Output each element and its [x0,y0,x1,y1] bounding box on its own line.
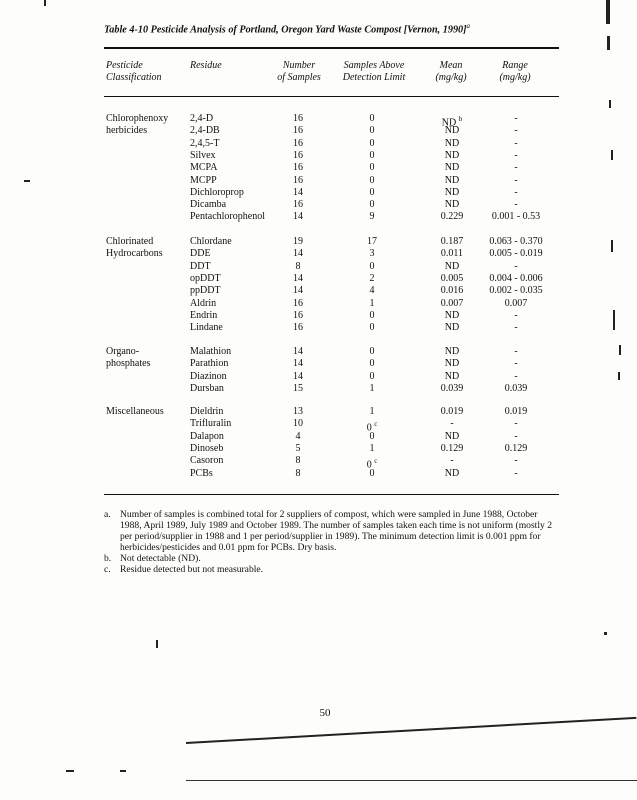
sample-count-cell: 14 [293,358,303,370]
scan-speck [607,36,610,50]
detection-count-cell: 17 [367,236,377,247]
sample-count-cell: 19 [293,236,303,247]
mean-cell: ND [444,467,460,479]
mean-cell: - [450,418,454,430]
sample-count-cell: 16 [293,322,303,334]
mean-cell: ND [444,260,460,272]
residue-cell: Endrin [190,309,218,321]
classification-label: Chlorophenoxy herbicides [106,113,169,136]
residue-cell: Diazinon [190,370,227,382]
residue-cell: Casoron [190,455,224,467]
classification-label: Chlorinated Hydrocarbons [106,236,163,259]
range-cell: - [514,137,518,149]
header-range: Range (mg/kg) [499,60,531,83]
range-cell: 0.129 [504,442,528,454]
detection-count-cell: 2 [369,272,375,284]
residue-cell: Dieldrin [190,406,224,417]
detection-count-cell: 0 [369,125,375,137]
scan-speck [618,372,620,380]
mean-cell: ND [444,125,460,137]
header-number-of-samples: Number of Samples [277,60,321,83]
residue-cell: MCPA [190,162,218,174]
mean-cell: ND [444,358,460,370]
residue-cell: Trifluralin [190,418,232,430]
detection-count-cell: 0 $^c$ [366,420,378,434]
range-cell: - [514,125,518,137]
mean-cell: 0.011 [440,248,464,260]
sample-count-cell: 14 [293,370,303,382]
scan-speck [156,640,158,648]
range-cell: 0.002 - 0.035 [489,285,543,297]
mean-cell: ND [444,149,460,161]
mean-cell: - [450,455,454,467]
detection-count-cell: 0 [369,149,375,161]
scan-edge-line [186,780,637,781]
residue-cell: Pentachlorophenol [190,211,265,223]
detection-count-cell: 1 [369,297,375,309]
sample-count-cell: 8 [295,455,301,467]
mean-cell: ND [444,322,460,334]
detection-count-cell: 1 [369,382,375,394]
residue-cell: Lindane [190,322,223,334]
table-top-rule [104,47,559,49]
range-cell: 0.063 - 0.370 [489,236,543,247]
detection-count-cell: 0 [369,430,375,442]
range-cell: - [514,113,518,124]
mean-cell: 0.187 [440,236,464,247]
range-cell: - [514,199,518,211]
classification-label: Miscellaneous [106,406,164,417]
range-cell: - [514,260,518,272]
range-cell: - [514,358,518,370]
sample-count-cell: 16 [293,199,303,211]
sample-count-cell: 4 [295,430,301,442]
detection-count-cell: 0 [369,113,375,124]
range-cell: - [514,418,518,430]
range-cell: 0.019 [504,406,528,417]
sample-count-cell: 16 [293,137,303,149]
range-cell: - [514,467,518,479]
sample-count-cell: 10 [293,418,303,430]
mean-cell: 0.229 [440,211,464,223]
detection-count-cell: 3 [369,248,375,260]
footnote-c: c. Residue detected but not measurable. [104,564,264,575]
residue-cell: DDE [190,248,211,260]
range-cell: - [514,174,518,186]
mean-cell: 0.019 [440,406,464,417]
range-cell: 0.004 - 0.006 [489,272,543,284]
residue-cell: 2,4-D [190,113,214,124]
scan-speck [611,240,613,252]
sample-count-cell: 5 [295,442,301,454]
sample-count-cell: 16 [293,113,303,124]
detection-count-cell: 1 [369,442,375,454]
detection-count-cell: 0 [369,186,375,198]
detection-count-cell: 0 [369,346,375,357]
residue-cell: Dinoseb [190,442,224,454]
sample-count-cell: 8 [295,467,301,479]
residue-cell: Chlordane [190,236,232,247]
detection-count-cell: 1 [369,406,375,417]
scan-speck [606,0,610,24]
mean-cell: ND [444,370,460,382]
mean-cell: ND [444,186,460,198]
range-cell: - [514,309,518,321]
footnote-mark: c [374,420,378,429]
sample-count-cell: 16 [293,149,303,161]
residue-cell: 2,4,5-T [190,137,220,149]
residue-cell: ppDDT [190,285,221,297]
mean-cell: ND [444,346,460,357]
detection-count-cell: 4 [369,285,375,297]
detection-count-cell: 0 [369,370,375,382]
residue-cell: PCBs [190,467,213,479]
classification-label: Organo- phosphates [106,346,151,369]
footnote-b: b. Not detectable (ND). [104,553,201,564]
sample-count-cell: 14 [293,346,303,357]
detection-count-cell: 0 [369,309,375,321]
residue-cell: Parathion [190,358,229,370]
scan-speck [611,150,613,160]
residue-cell: Dursban [190,382,224,394]
mean-cell: 0.129 [440,442,464,454]
range-cell: - [514,370,518,382]
header-bottom-rule [104,96,559,97]
detection-count-cell: 0 [369,174,375,186]
scan-speck [24,180,30,182]
residue-cell: opDDT [190,272,221,284]
mean-cell: 0.005 [440,272,464,284]
range-cell: - [514,162,518,174]
scan-speck [66,770,74,772]
residue-cell: Dicamba [190,199,227,211]
footnote-mark: c [374,457,378,466]
sample-count-cell: 16 [293,297,303,309]
range-cell: 0.001 - 0.53 [491,211,541,223]
table-bottom-rule [104,494,559,495]
detection-count-cell: 9 [369,211,375,223]
range-cell: - [514,430,518,442]
scan-speck [619,345,621,355]
sample-count-cell: 14 [293,211,303,223]
range-cell: 0.039 [504,382,528,394]
detection-count-cell: 0 [369,162,375,174]
sample-count-cell: 14 [293,285,303,297]
residue-cell: Malathion [190,346,232,357]
mean-cell: 0.039 [440,382,464,394]
sample-count-cell: 16 [293,162,303,174]
residue-cell: Dalapon [190,430,224,442]
sample-count-cell: 16 [293,125,303,137]
mean-cell: ND [444,199,460,211]
table-title-text: Table 4-10 Pesticide Analysis of Portland, Oregon Yard Waste Compost [Vernon, 1990] [104,24,467,36]
scan-speck [44,0,46,6]
mean-cell: ND [444,162,460,174]
residue-cell: Silvex [190,149,216,161]
range-cell: - [514,186,518,198]
mean-cell: ND [444,309,460,321]
range-cell: - [514,346,518,357]
range-cell: - [514,455,518,467]
header-residue: Residue [190,60,222,71]
scan-speck [120,770,126,772]
table-title [104,22,574,35]
sample-count-cell: 13 [293,406,303,417]
sample-count-cell: 14 [293,272,303,284]
detection-count-cell: 0 [369,322,375,334]
range-cell: 0.007 [504,297,528,309]
detection-count-cell: 0 [369,260,375,272]
table-title-footnote-mark: a [466,22,471,30]
sample-count-cell: 14 [293,186,303,198]
mean-cell: ND [444,430,460,442]
detection-count-cell: 0 [369,199,375,211]
mean-cell: ND [444,137,460,149]
scan-speck [609,100,611,108]
mean-cell: 0.007 [440,297,464,309]
range-cell: - [514,149,518,161]
detection-count-cell: 0 [369,358,375,370]
detection-count-cell: 0 $^c$ [366,457,378,471]
residue-cell: DDT [190,260,211,272]
sample-count-cell: 8 [295,260,301,272]
mean-cell: 0.016 [440,285,464,297]
page-number: 50 [319,707,331,719]
detection-count-cell: 0 [369,137,375,149]
footnotes [104,509,556,575]
mean-cell: ND $^b$ [441,115,463,129]
scan-speck [604,632,607,635]
residue-cell: MCPP [190,174,217,186]
header-samples-above-detection: Samples Above Detection Limit [342,60,406,83]
mean-cell: ND [444,174,460,186]
footnote-a: a. Number of samples is combined total for 2 suppliers of compost, which were sampled in June 1988, October 1988, April 1989, July 1989 and October 1989. The number of samples taken each time is not uniform (mostly 2 per period/supplier in 1988 and 1 per period/supplier in 1989). The minimum detection limit is 0.001 ppm for herbicides/pesticides and 0.01 ppm for PCBs. Dry basis. [104,509,553,553]
residue-cell: Aldrin [190,297,217,309]
detection-count-cell: 0 [369,467,375,479]
header-pesticide-classification: Pesticide Classification [106,60,162,83]
sample-count-cell: 14 [293,248,303,260]
sample-count-cell: 15 [293,382,303,394]
footnote-mark: b [458,115,463,123]
residue-cell: 2,4-DB [190,125,220,137]
scan-speck [613,310,615,330]
header-mean: Mean (mg/kg) [435,60,467,83]
sample-count-cell: 16 [293,174,303,186]
range-cell: - [514,322,518,334]
scan-edge-line [186,717,636,744]
residue-cell: Dichloroprop [190,186,244,198]
range-cell: 0.005 - 0.019 [489,248,543,260]
sample-count-cell: 16 [293,309,303,321]
